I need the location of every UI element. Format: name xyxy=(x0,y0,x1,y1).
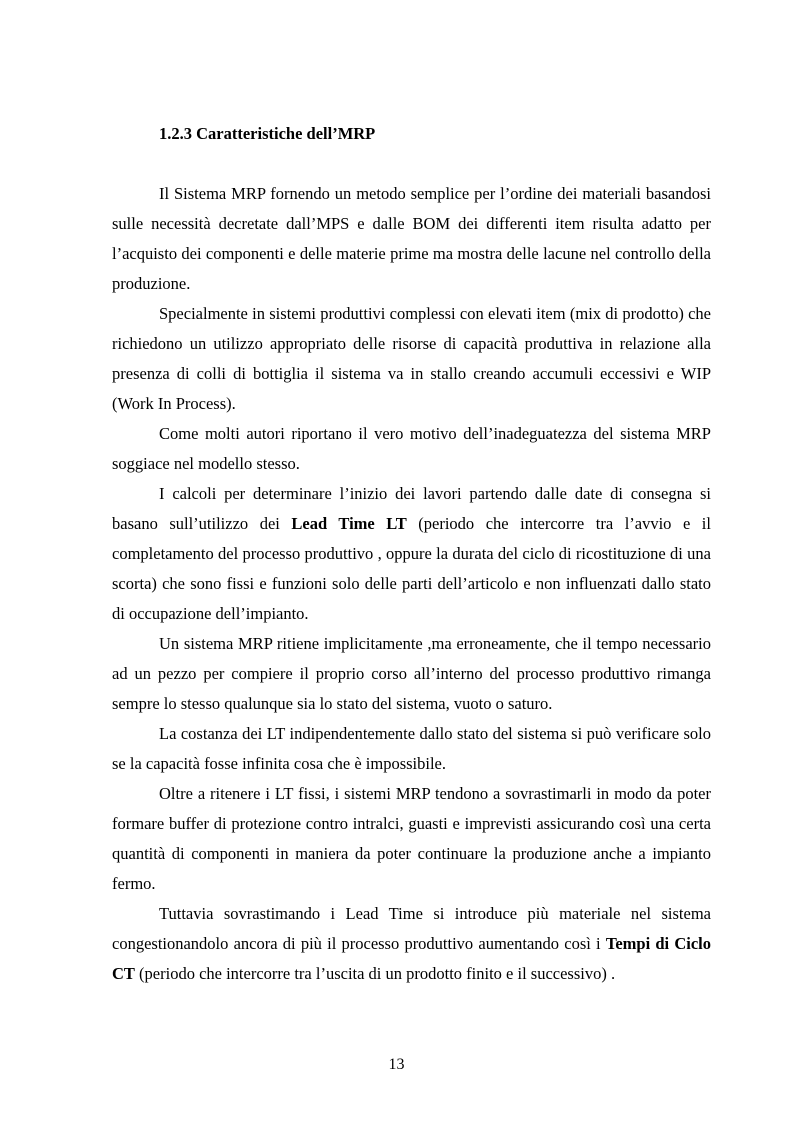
paragraph: Specialmente in sistemi produttivi complessi con elevati item (mix di prodotto) che richiedono un utilizzo appropriato delle risorse di capacità produttiva in relazione alla presenza di colli di bottiglia il sistema va in stallo creando accumuli eccessivi e WIP (Work In Process). xyxy=(112,304,711,413)
term-cycle-time: Tempi di Ciclo CT xyxy=(112,934,711,983)
paragraph-text: I calcoli per determinare l’inizio dei lavori partendo dalle date di consegna si basano sull’utilizzo dei xyxy=(112,484,711,533)
term-lead-time: Lead Time LT xyxy=(291,514,407,533)
paragraph: Un sistema MRP ritiene implicitamente ,ma erroneamente, che il tempo necessario ad un pezzo per compiere il proprio corso all’interno del processo produttivo rimanga sempre lo stesso qualunque sia lo stato del sistema, vuoto o saturo. xyxy=(112,634,711,713)
paragraph: Il Sistema MRP fornendo un metodo semplice per l’ordine dei materiali basandosi sulle necessità decretate dall’MPS e dalle BOM dei differenti item risulta adatto per l’acquisto dei componenti e delle materie prime ma mostra delle lacune nel controllo della produzione. xyxy=(112,184,711,293)
section-heading: 1.2.3 Caratteristiche dell’MRP xyxy=(159,124,376,143)
paragraph-text: Tuttavia sovrastimando i Lead Time si introduce più materiale nel sistema congestionandolo ancora di più il processo produttivo aumentando così i xyxy=(112,904,711,953)
paragraph: Come molti autori riportano il vero motivo dell’inadeguatezza del sistema MRP soggiace nel modello stesso. xyxy=(112,424,711,473)
body-text xyxy=(112,179,711,989)
paragraph xyxy=(112,899,711,989)
paragraph-text: (periodo che intercorre tra l’avvio e il completamento del processo produttivo , oppure la durata del ciclo di ricostituzione di una scorta) che sono fissi e funzioni solo delle parti dell’articolo e non influenzati dallo stato di occupazione dell’impianto. xyxy=(112,514,711,623)
paragraph: La costanza dei LT indipendentemente dallo stato del sistema si può verificare solo se la capacità fosse infinita cosa che è impossibile. xyxy=(112,724,711,773)
paragraph-text: (periodo che intercorre tra l’uscita di un prodotto finito e il successivo) . xyxy=(134,964,616,983)
page-number: 13 xyxy=(388,1056,405,1073)
paragraph: Oltre a ritenere i LT fissi, i sistemi MRP tendono a sovrastimarli in modo da poter formare buffer di protezione contro intralci, guasti e imprevisti assicurando così una certa quantità di componenti in maniera da poter continuare la produzione anche a impianto fermo. xyxy=(112,784,711,893)
paragraph xyxy=(112,479,711,629)
